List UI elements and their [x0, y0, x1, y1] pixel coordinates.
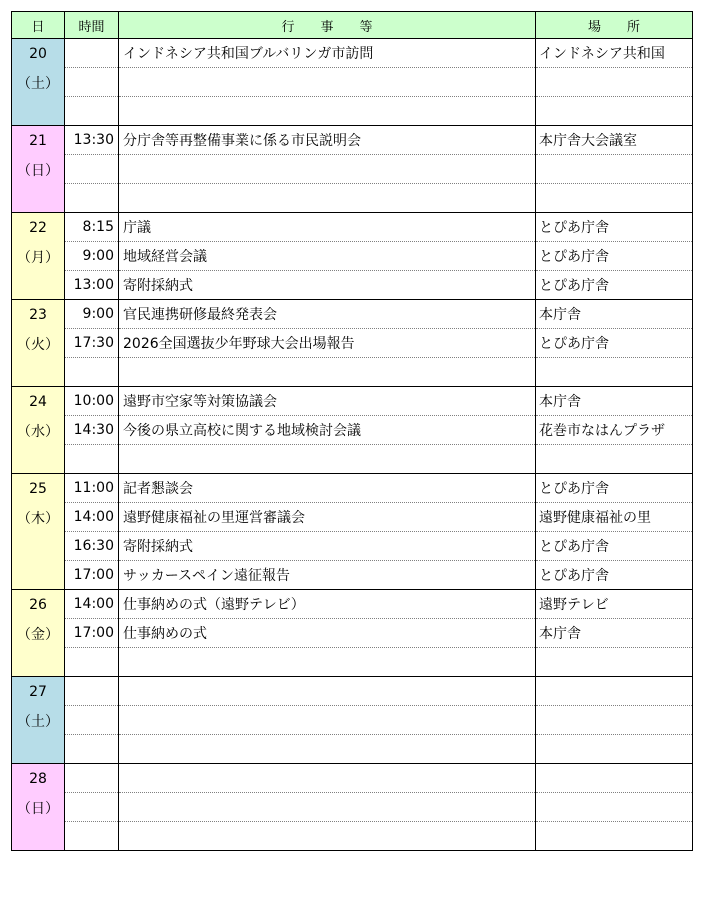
- date-number: 21: [29, 133, 47, 149]
- weekday-label: （火）: [17, 337, 59, 353]
- table-row: [12, 39, 693, 68]
- event-cell: 地域経営会議: [119, 242, 536, 271]
- header-place: 場 所: [536, 12, 693, 39]
- table-row: [12, 271, 693, 300]
- weekday-label: （土）: [17, 76, 59, 92]
- event-cell: [119, 358, 536, 387]
- table-row: [12, 677, 693, 706]
- event-cell: [119, 445, 536, 474]
- event-cell: [119, 735, 536, 764]
- event-cell: 寄附採納式: [119, 271, 536, 300]
- place-cell: [536, 445, 693, 474]
- date-number: 20: [29, 46, 47, 62]
- place-cell: [536, 793, 693, 822]
- place-cell: [536, 648, 693, 677]
- place-cell: とぴあ庁舎: [536, 329, 693, 358]
- place-cell: とぴあ庁舎: [536, 474, 693, 503]
- table-row: [12, 126, 693, 155]
- date-number: 26: [29, 597, 47, 613]
- place-cell: [536, 155, 693, 184]
- time-cell: 13:30: [65, 126, 119, 155]
- table-row: [12, 793, 693, 822]
- table-row: [12, 445, 693, 474]
- header-row: [12, 12, 693, 39]
- place-cell: [536, 735, 693, 764]
- event-cell: [119, 764, 536, 793]
- time-cell: [65, 764, 119, 793]
- event-cell: [119, 648, 536, 677]
- time-cell: 17:00: [65, 619, 119, 648]
- weekday-label: （木）: [17, 511, 59, 527]
- time-cell: 13:00: [65, 271, 119, 300]
- table-row: [12, 329, 693, 358]
- table-row: [12, 184, 693, 213]
- event-cell: 遠野健康福祉の里運営審議会: [119, 503, 536, 532]
- weekday-label: （土）: [17, 714, 59, 730]
- date-number: 24: [29, 394, 47, 410]
- table-row: [12, 213, 693, 242]
- table-row: [12, 155, 693, 184]
- event-cell: 分庁舎等再整備事業に係る市民説明会: [119, 126, 536, 155]
- event-cell: 今後の県立高校に関する地域検討会議: [119, 416, 536, 445]
- event-cell: [119, 155, 536, 184]
- time-cell: 14:00: [65, 503, 119, 532]
- day-cell: [12, 677, 65, 764]
- event-cell: 官民連携研修最終発表会: [119, 300, 536, 329]
- time-cell: [65, 358, 119, 387]
- table-row: [12, 416, 693, 445]
- place-cell: 本庁舎大会議室: [536, 126, 693, 155]
- time-cell: 17:30: [65, 329, 119, 358]
- time-cell: 10:00: [65, 387, 119, 416]
- table-row: [12, 300, 693, 329]
- table-row: [12, 735, 693, 764]
- schedule-body: [12, 39, 693, 851]
- place-cell: [536, 677, 693, 706]
- time-cell: 9:00: [65, 242, 119, 271]
- day-cell: [12, 300, 65, 387]
- event-cell: 仕事納めの式: [119, 619, 536, 648]
- time-cell: [65, 97, 119, 126]
- time-cell: 11:00: [65, 474, 119, 503]
- table-row: [12, 619, 693, 648]
- event-cell: [119, 97, 536, 126]
- place-cell: とぴあ庁舎: [536, 271, 693, 300]
- place-cell: [536, 706, 693, 735]
- place-cell: 花巻市なはんプラザ: [536, 416, 693, 445]
- event-cell: インドネシア共和国ブルバリンガ市訪問: [119, 39, 536, 68]
- place-cell: インドネシア共和国: [536, 39, 693, 68]
- event-cell: 仕事納めの式（遠野テレビ）: [119, 590, 536, 619]
- event-cell: [119, 677, 536, 706]
- day-cell: [12, 39, 65, 126]
- day-cell: [12, 126, 65, 213]
- time-cell: [65, 39, 119, 68]
- table-row: [12, 822, 693, 851]
- time-cell: [65, 677, 119, 706]
- event-cell: 記者懇談会: [119, 474, 536, 503]
- table-row: [12, 387, 693, 416]
- weekday-label: （月）: [17, 250, 59, 266]
- place-cell: [536, 358, 693, 387]
- time-cell: [65, 793, 119, 822]
- date-number: 22: [29, 220, 47, 236]
- time-cell: [65, 445, 119, 474]
- place-cell: [536, 97, 693, 126]
- table-row: [12, 532, 693, 561]
- time-cell: 9:00: [65, 300, 119, 329]
- weekday-label: （水）: [17, 424, 59, 440]
- time-cell: [65, 735, 119, 764]
- event-cell: [119, 822, 536, 851]
- event-cell: 遠野市空家等対策協議会: [119, 387, 536, 416]
- time-cell: [65, 155, 119, 184]
- schedule-table: [11, 11, 693, 851]
- table-row: [12, 590, 693, 619]
- time-cell: 8:15: [65, 213, 119, 242]
- date-number: 25: [29, 481, 47, 497]
- day-cell: [12, 213, 65, 300]
- date-number: 23: [29, 307, 47, 323]
- time-cell: [65, 822, 119, 851]
- table-row: [12, 764, 693, 793]
- time-cell: 16:30: [65, 532, 119, 561]
- table-row: [12, 706, 693, 735]
- place-cell: とぴあ庁舎: [536, 532, 693, 561]
- place-cell: 本庁舎: [536, 387, 693, 416]
- table-row: [12, 648, 693, 677]
- day-cell: [12, 474, 65, 590]
- time-cell: 14:00: [65, 590, 119, 619]
- event-cell: [119, 68, 536, 97]
- table-row: [12, 358, 693, 387]
- time-cell: [65, 184, 119, 213]
- table-row: [12, 97, 693, 126]
- event-cell: [119, 793, 536, 822]
- place-cell: とぴあ庁舎: [536, 213, 693, 242]
- weekday-label: （日）: [17, 163, 59, 179]
- time-cell: [65, 706, 119, 735]
- table-row: [12, 242, 693, 271]
- time-cell: [65, 68, 119, 97]
- place-cell: [536, 184, 693, 213]
- place-cell: 遠野健康福祉の里: [536, 503, 693, 532]
- day-cell: [12, 387, 65, 474]
- time-cell: 14:30: [65, 416, 119, 445]
- table-row: [12, 474, 693, 503]
- event-cell: 2026全国選抜少年野球大会出場報告: [119, 329, 536, 358]
- event-cell: 寄附採納式: [119, 532, 536, 561]
- event-cell: サッカースペイン遠征報告: [119, 561, 536, 590]
- header-day: 日: [12, 12, 65, 39]
- place-cell: [536, 68, 693, 97]
- day-cell: [12, 764, 65, 851]
- table-row: [12, 503, 693, 532]
- day-cell: [12, 590, 65, 677]
- place-cell: 本庁舎: [536, 619, 693, 648]
- place-cell: [536, 764, 693, 793]
- table-row: [12, 561, 693, 590]
- table-row: [12, 68, 693, 97]
- time-cell: 17:00: [65, 561, 119, 590]
- place-cell: とぴあ庁舎: [536, 561, 693, 590]
- weekday-label: （日）: [17, 801, 59, 817]
- time-cell: [65, 648, 119, 677]
- place-cell: 遠野テレビ: [536, 590, 693, 619]
- place-cell: とぴあ庁舎: [536, 242, 693, 271]
- event-cell: [119, 706, 536, 735]
- date-number: 28: [29, 771, 47, 787]
- event-cell: 庁議: [119, 213, 536, 242]
- header-time: 時間: [65, 12, 119, 39]
- header-event: 行 事 等: [119, 12, 536, 39]
- date-number: 27: [29, 684, 47, 700]
- place-cell: 本庁舎: [536, 300, 693, 329]
- event-cell: [119, 184, 536, 213]
- weekday-label: （金）: [17, 627, 59, 643]
- place-cell: [536, 822, 693, 851]
